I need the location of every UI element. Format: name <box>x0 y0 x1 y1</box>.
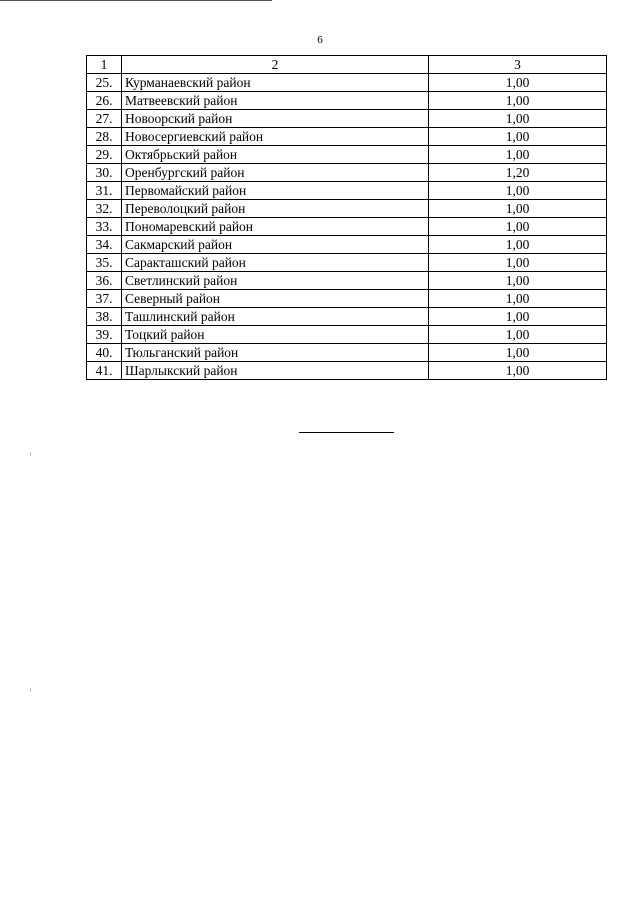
margin-mark <box>30 688 31 692</box>
district-name-cell: Переволоцкий район <box>122 200 429 218</box>
coefficient-cell: 1,00 <box>429 236 607 254</box>
table-row <box>87 146 607 164</box>
district-name-cell: Светлинский район <box>122 272 429 290</box>
row-number-cell: 26. <box>87 92 122 110</box>
row-number-cell: 41. <box>87 362 122 380</box>
district-name-cell: Новоорский район <box>122 110 429 128</box>
coefficient-cell: 1,00 <box>429 92 607 110</box>
row-number-cell: 39. <box>87 326 122 344</box>
district-name-cell: Октябрьский район <box>122 146 429 164</box>
margin-mark <box>30 452 31 456</box>
table-row <box>87 308 607 326</box>
coefficient-cell: 1,00 <box>429 308 607 326</box>
district-name-cell: Оренбургский район <box>122 164 429 182</box>
district-name-cell: Матвеевский район <box>122 92 429 110</box>
table-row <box>87 254 607 272</box>
coefficient-cell: 1,20 <box>429 164 607 182</box>
row-number-cell: 35. <box>87 254 122 272</box>
table-row <box>87 326 607 344</box>
district-name-cell: Саракташский район <box>122 254 429 272</box>
end-of-table-rule <box>299 432 394 433</box>
table-row <box>87 218 607 236</box>
coefficient-cell: 1,00 <box>429 326 607 344</box>
table-header-row <box>87 56 607 74</box>
district-name-cell: Курманаевский район <box>122 74 429 92</box>
district-name-cell: Тоцкий район <box>122 326 429 344</box>
district-name-cell: Шарлыкский район <box>122 362 429 380</box>
row-number-cell: 29. <box>87 146 122 164</box>
column-header-3: 3 <box>429 56 607 74</box>
district-name-cell: Новосергиевский район <box>122 128 429 146</box>
district-name-cell: Пономаревский район <box>122 218 429 236</box>
coefficient-cell: 1,00 <box>429 182 607 200</box>
table-body <box>87 74 607 380</box>
coefficient-cell: 1,00 <box>429 254 607 272</box>
table-row <box>87 110 607 128</box>
column-header-1: 1 <box>87 56 122 74</box>
row-number-cell: 27. <box>87 110 122 128</box>
row-number-cell: 32. <box>87 200 122 218</box>
coefficient-cell: 1,00 <box>429 110 607 128</box>
district-name-cell: Сакмарский район <box>122 236 429 254</box>
district-name-cell: Первомайский район <box>122 182 429 200</box>
coefficient-cell: 1,00 <box>429 290 607 308</box>
row-number-cell: 30. <box>87 164 122 182</box>
table-row <box>87 236 607 254</box>
table-row <box>87 290 607 308</box>
column-header-2: 2 <box>122 56 429 74</box>
row-number-cell: 28. <box>87 128 122 146</box>
table-row <box>87 272 607 290</box>
table-row <box>87 164 607 182</box>
table-row <box>87 344 607 362</box>
coefficient-cell: 1,00 <box>429 74 607 92</box>
coefficient-cell: 1,00 <box>429 218 607 236</box>
row-number-cell: 31. <box>87 182 122 200</box>
district-name-cell: Тюльганский район <box>122 344 429 362</box>
coefficient-cell: 1,00 <box>429 272 607 290</box>
coefficient-cell: 1,00 <box>429 344 607 362</box>
table-row <box>87 200 607 218</box>
district-name-cell: Ташлинский район <box>122 308 429 326</box>
row-number-cell: 34. <box>87 236 122 254</box>
row-number-cell: 40. <box>87 344 122 362</box>
page-number: 6 <box>317 34 323 46</box>
row-number-cell: 33. <box>87 218 122 236</box>
row-number-cell: 25. <box>87 74 122 92</box>
row-number-cell: 38. <box>87 308 122 326</box>
coefficient-cell: 1,00 <box>429 128 607 146</box>
table-row <box>87 92 607 110</box>
table-row <box>87 74 607 92</box>
table-row <box>87 182 607 200</box>
coefficient-table <box>86 55 607 380</box>
table-row <box>87 362 607 380</box>
top-rule <box>0 0 272 1</box>
row-number-cell: 36. <box>87 272 122 290</box>
row-number-cell: 37. <box>87 290 122 308</box>
coefficient-cell: 1,00 <box>429 200 607 218</box>
district-name-cell: Северный район <box>122 290 429 308</box>
coefficient-cell: 1,00 <box>429 362 607 380</box>
table-row <box>87 128 607 146</box>
coefficient-cell: 1,00 <box>429 146 607 164</box>
